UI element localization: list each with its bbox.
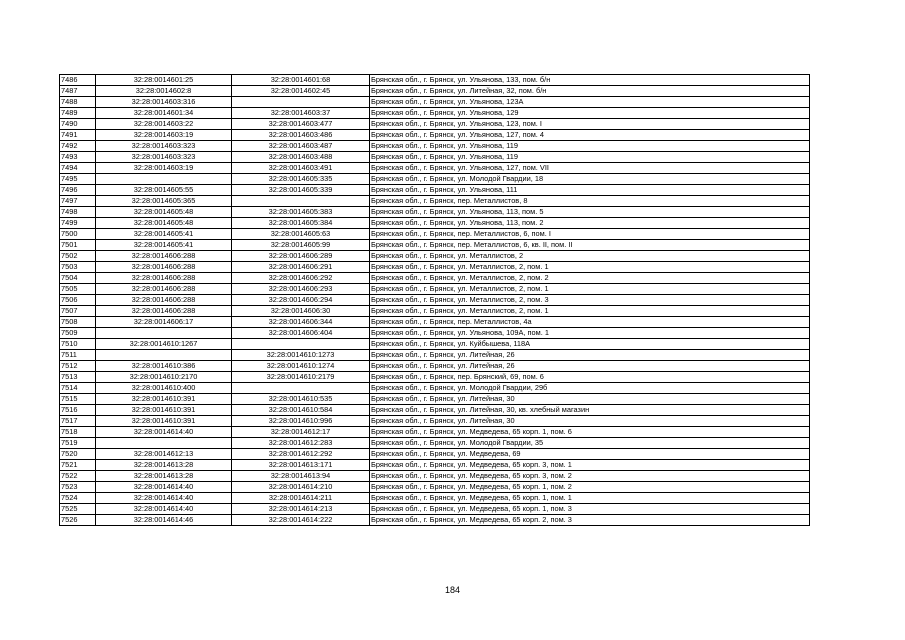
address-cell: Брянская обл., г. Брянск, ул. Металлистов, 2, пом. 1 [370,262,810,273]
parcel-cadastral-cell: 32:28:0014606:17 [96,317,232,328]
table-row [60,383,810,394]
parcel-cadastral-cell: 32:28:0014612:13 [96,449,232,460]
address-cell: Брянская обл., г. Брянск, ул. Медведева, 65 корп. 3, пом. 1 [370,460,810,471]
row-number-cell: 7514 [60,383,96,394]
row-number-cell: 7504 [60,273,96,284]
table-row [60,416,810,427]
parcel-cadastral-cell: 32:28:0014605:55 [96,185,232,196]
row-number-cell: 7511 [60,350,96,361]
object-cadastral-cell: 32:28:0014605:63 [232,229,370,240]
registry-table [59,74,810,526]
object-cadastral-cell: 32:28:0014606:289 [232,251,370,262]
table-row [60,119,810,130]
address-cell: Брянская обл., г. Брянск, ул. Ульянова, 113, пом. 2 [370,218,810,229]
address-cell: Брянская обл., г. Брянск, ул. Ульянова, 123А [370,97,810,108]
row-number-cell: 7516 [60,405,96,416]
row-number-cell: 7486 [60,75,96,86]
parcel-cadastral-cell: 32:28:0014610:391 [96,416,232,427]
parcel-cadastral-cell [96,350,232,361]
table-row [60,350,810,361]
parcel-cadastral-cell: 32:28:0014601:25 [96,75,232,86]
object-cadastral-cell: 32:28:0014603:477 [232,119,370,130]
address-cell: Брянская обл., г. Брянск, ул. Ульянова, 133, пом. б/н [370,75,810,86]
row-number-cell: 7512 [60,361,96,372]
table-row [60,493,810,504]
row-number-cell: 7487 [60,86,96,97]
address-cell: Брянская обл., г. Брянск, ул. Литейная, 26 [370,361,810,372]
address-cell: Брянская обл., г. Брянск, ул. Металлистов, 2, пом. 1 [370,284,810,295]
object-cadastral-cell: 32:28:0014613:94 [232,471,370,482]
parcel-cadastral-cell: 32:28:0014605:41 [96,229,232,240]
page-number: 184 [444,585,461,595]
row-number-cell: 7506 [60,295,96,306]
table-row [60,97,810,108]
address-cell: Брянская обл., г. Брянск, ул. Медведева, 65 корп. 3, пом. 2 [370,471,810,482]
row-number-cell: 7490 [60,119,96,130]
table-row [60,273,810,284]
table-row [60,229,810,240]
row-number-cell: 7496 [60,185,96,196]
object-cadastral-cell: 32:28:0014603:486 [232,130,370,141]
parcel-cadastral-cell: 32:28:0014605:365 [96,196,232,207]
table-row [60,438,810,449]
table-row [60,295,810,306]
row-number-cell: 7500 [60,229,96,240]
address-cell: Брянская обл., г. Брянск, ул. Медведева, 65 корп. 1, пом. 6 [370,427,810,438]
row-number-cell: 7522 [60,471,96,482]
parcel-cadastral-cell: 32:28:0014605:48 [96,207,232,218]
object-cadastral-cell: 32:28:0014606:404 [232,328,370,339]
parcel-cadastral-cell: 32:28:0014606:288 [96,306,232,317]
address-cell: Брянская обл., г. Брянск, ул. Металлистов, 2, пом. 3 [370,295,810,306]
table-row [60,471,810,482]
table-row [60,427,810,438]
address-cell: Брянская обл., г. Брянск, ул. Ульянова, 109А, пом. 1 [370,328,810,339]
address-cell: Брянская обл., г. Брянск, ул. Ульянова, 123, пом. I [370,119,810,130]
address-cell: Брянская обл., г. Брянск, пер. Металлистов, 6, пом. I [370,229,810,240]
table-row [60,405,810,416]
parcel-cadastral-cell: 32:28:0014606:288 [96,273,232,284]
object-cadastral-cell: 32:28:0014614:211 [232,493,370,504]
row-number-cell: 7507 [60,306,96,317]
table-row [60,196,810,207]
address-cell: Брянская обл., г. Брянск, ул. Металлистов, 2, пом. 2 [370,273,810,284]
address-cell: Брянская обл., г. Брянск, пер. Металлистов, 8 [370,196,810,207]
object-cadastral-cell: 32:28:0014610:1274 [232,361,370,372]
address-cell: Брянская обл., г. Брянск, ул. Ульянова, 127, пом. VII [370,163,810,174]
row-number-cell: 7509 [60,328,96,339]
object-cadastral-cell: 32:28:0014605:339 [232,185,370,196]
parcel-cadastral-cell: 32:28:0014610:2170 [96,372,232,383]
parcel-cadastral-cell: 32:28:0014605:41 [96,240,232,251]
object-cadastral-cell: 32:28:0014610:535 [232,394,370,405]
row-number-cell: 7517 [60,416,96,427]
row-number-cell: 7520 [60,449,96,460]
parcel-cadastral-cell [96,174,232,185]
table-row [60,185,810,196]
parcel-cadastral-cell: 32:28:0014610:391 [96,394,232,405]
table-row [60,240,810,251]
address-cell: Брянская обл., г. Брянск, ул. Медведева, 69 [370,449,810,460]
table-row [60,339,810,350]
table-row [60,394,810,405]
parcel-cadastral-cell: 32:28:0014613:28 [96,471,232,482]
parcel-cadastral-cell: 32:28:0014603:19 [96,163,232,174]
table-row [60,372,810,383]
address-cell: Брянская обл., г. Брянск, ул. Ульянова, 129 [370,108,810,119]
address-cell: Брянская обл., г. Брянск, ул. Куйбышева, 118А [370,339,810,350]
table-row [60,449,810,460]
object-cadastral-cell: 32:28:0014605:384 [232,218,370,229]
parcel-cadastral-cell: 32:28:0014614:40 [96,427,232,438]
table-row [60,152,810,163]
object-cadastral-cell: 32:28:0014601:68 [232,75,370,86]
address-cell: Брянская обл., г. Брянск, пер. Металлистов, 6, кв. II, пом. II [370,240,810,251]
address-cell: Брянская обл., г. Брянск, ул. Металлистов, 2 [370,251,810,262]
object-cadastral-cell: 32:28:0014610:1273 [232,350,370,361]
row-number-cell: 7526 [60,515,96,526]
object-cadastral-cell [232,339,370,350]
parcel-cadastral-cell: 32:28:0014603:323 [96,152,232,163]
address-cell: Брянская обл., г. Брянск, ул. Литейная, 26 [370,350,810,361]
object-cadastral-cell: 32:28:0014606:30 [232,306,370,317]
object-cadastral-cell: 32:28:0014606:294 [232,295,370,306]
row-number-cell: 7525 [60,504,96,515]
object-cadastral-cell [232,383,370,394]
object-cadastral-cell [232,97,370,108]
row-number-cell: 7492 [60,141,96,152]
address-cell: Брянская обл., г. Брянск, ул. Медведева, 65 корп. 2, пом. 3 [370,515,810,526]
table-row [60,460,810,471]
table-row [60,174,810,185]
address-cell: Брянская обл., г. Брянск, ул. Литейная, 30 [370,394,810,405]
parcel-cadastral-cell: 32:28:0014614:40 [96,504,232,515]
row-number-cell: 7505 [60,284,96,295]
object-cadastral-cell [232,196,370,207]
row-number-cell: 7510 [60,339,96,350]
parcel-cadastral-cell: 32:28:0014610:391 [96,405,232,416]
row-number-cell: 7519 [60,438,96,449]
address-cell: Брянская обл., г. Брянск, ул. Литейная, 30 [370,416,810,427]
object-cadastral-cell: 32:28:0014605:99 [232,240,370,251]
address-cell: Брянская обл., г. Брянск, ул. Ульянова, 113, пом. 5 [370,207,810,218]
object-cadastral-cell: 32:28:0014614:222 [232,515,370,526]
row-number-cell: 7523 [60,482,96,493]
parcel-cadastral-cell: 32:28:0014606:288 [96,251,232,262]
object-cadastral-cell: 32:28:0014603:487 [232,141,370,152]
row-number-cell: 7508 [60,317,96,328]
object-cadastral-cell: 32:28:0014612:292 [232,449,370,460]
row-number-cell: 7503 [60,262,96,273]
table-row [60,163,810,174]
object-cadastral-cell: 32:28:0014606:291 [232,262,370,273]
address-cell: Брянская обл., г. Брянск, ул. Ульянова, 127, пом. 4 [370,130,810,141]
table-row [60,207,810,218]
address-cell: Брянская обл., г. Брянск, ул. Молодой Гвардии, 29б [370,383,810,394]
parcel-cadastral-cell [96,438,232,449]
object-cadastral-cell: 32:28:0014606:293 [232,284,370,295]
object-cadastral-cell: 32:28:0014603:491 [232,163,370,174]
table-row [60,361,810,372]
parcel-cadastral-cell: 32:28:0014603:323 [96,141,232,152]
table-row [60,306,810,317]
object-cadastral-cell: 32:28:0014614:210 [232,482,370,493]
row-number-cell: 7524 [60,493,96,504]
row-number-cell: 7489 [60,108,96,119]
parcel-cadastral-cell: 32:28:0014606:288 [96,284,232,295]
row-number-cell: 7501 [60,240,96,251]
registry-table-body [60,75,810,526]
address-cell: Брянская обл., г. Брянск, ул. Медведева, 65 корп. 1, пом. 3 [370,504,810,515]
object-cadastral-cell: 32:28:0014610:996 [232,416,370,427]
address-cell: Брянская обл., г. Брянск, ул. Молодой Гвардии, 18 [370,174,810,185]
address-cell: Брянская обл., г. Брянск, ул. Ульянова, 111 [370,185,810,196]
parcel-cadastral-cell: 32:28:0014610:400 [96,383,232,394]
row-number-cell: 7498 [60,207,96,218]
address-cell: Брянская обл., г. Брянск, пер. Металлистов, 4а [370,317,810,328]
object-cadastral-cell: 32:28:0014602:45 [232,86,370,97]
object-cadastral-cell: 32:28:0014610:584 [232,405,370,416]
parcel-cadastral-cell: 32:28:0014605:48 [96,218,232,229]
address-cell: Брянская обл., г. Брянск, ул. Ульянова, 119 [370,141,810,152]
parcel-cadastral-cell: 32:28:0014610:1267 [96,339,232,350]
parcel-cadastral-cell: 32:28:0014603:316 [96,97,232,108]
parcel-cadastral-cell: 32:28:0014610:386 [96,361,232,372]
parcel-cadastral-cell: 32:28:0014606:288 [96,262,232,273]
row-number-cell: 7502 [60,251,96,262]
object-cadastral-cell: 32:28:0014612:17 [232,427,370,438]
address-cell: Брянская обл., г. Брянск, ул. Медведева, 65 корп. 1, пом. 1 [370,493,810,504]
table-row [60,328,810,339]
row-number-cell: 7495 [60,174,96,185]
object-cadastral-cell: 32:28:0014605:383 [232,207,370,218]
object-cadastral-cell: 32:28:0014603:37 [232,108,370,119]
row-number-cell: 7493 [60,152,96,163]
table-row [60,108,810,119]
row-number-cell: 7521 [60,460,96,471]
object-cadastral-cell: 32:28:0014605:335 [232,174,370,185]
table-row [60,86,810,97]
address-cell: Брянская обл., г. Брянск, ул. Металлистов, 2, пом. 1 [370,306,810,317]
table-row [60,515,810,526]
row-number-cell: 7497 [60,196,96,207]
table-row [60,262,810,273]
row-number-cell: 7494 [60,163,96,174]
row-number-cell: 7518 [60,427,96,438]
table-row [60,482,810,493]
object-cadastral-cell: 32:28:0014606:344 [232,317,370,328]
table-row [60,75,810,86]
table-row [60,130,810,141]
row-number-cell: 7488 [60,97,96,108]
address-cell: Брянская обл., г. Брянск, ул. Литейная, 32, пом. б/н [370,86,810,97]
parcel-cadastral-cell: 32:28:0014603:19 [96,130,232,141]
address-cell: Брянская обл., г. Брянск, пер. Брянский, 69, пом. 6 [370,372,810,383]
object-cadastral-cell: 32:28:0014610:2179 [232,372,370,383]
parcel-cadastral-cell: 32:28:0014614:40 [96,482,232,493]
parcel-cadastral-cell: 32:28:0014606:288 [96,295,232,306]
object-cadastral-cell: 32:28:0014606:292 [232,273,370,284]
object-cadastral-cell: 32:28:0014614:213 [232,504,370,515]
address-cell: Брянская обл., г. Брянск, ул. Ульянова, 119 [370,152,810,163]
row-number-cell: 7491 [60,130,96,141]
parcel-cadastral-cell: 32:28:0014613:28 [96,460,232,471]
row-number-cell: 7499 [60,218,96,229]
table-row [60,141,810,152]
address-cell: Брянская обл., г. Брянск, ул. Медведева, 65 корп. 1, пом. 2 [370,482,810,493]
table-row [60,317,810,328]
row-number-cell: 7515 [60,394,96,405]
table-row [60,284,810,295]
row-number-cell: 7513 [60,372,96,383]
parcel-cadastral-cell [96,328,232,339]
parcel-cadastral-cell: 32:28:0014602:8 [96,86,232,97]
object-cadastral-cell: 32:28:0014612:283 [232,438,370,449]
parcel-cadastral-cell: 32:28:0014614:46 [96,515,232,526]
object-cadastral-cell: 32:28:0014613:171 [232,460,370,471]
address-cell: Брянская обл., г. Брянск, ул. Литейная, 30, кв. хлебный магазин [370,405,810,416]
table-row [60,218,810,229]
address-cell: Брянская обл., г. Брянск, ул. Молодой Гвардии, 35 [370,438,810,449]
parcel-cadastral-cell: 32:28:0014603:22 [96,119,232,130]
table-row [60,504,810,515]
parcel-cadastral-cell: 32:28:0014614:40 [96,493,232,504]
table-row [60,251,810,262]
object-cadastral-cell: 32:28:0014603:488 [232,152,370,163]
parcel-cadastral-cell: 32:28:0014601:34 [96,108,232,119]
